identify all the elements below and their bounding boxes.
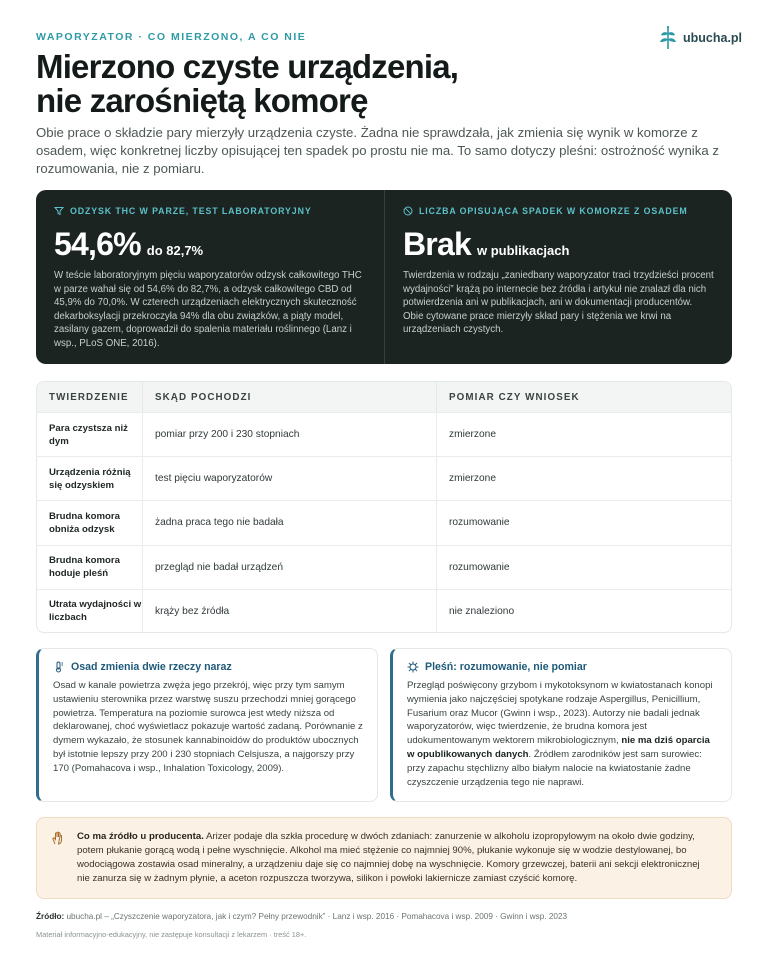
title-line-2: nie zarośniętą komorę bbox=[36, 82, 368, 119]
cell-measure: rozumowanie bbox=[449, 517, 510, 529]
cell-claim: Para czystsza niż dym bbox=[37, 413, 143, 456]
table-row bbox=[37, 545, 731, 589]
cell-source: przegląd nie badał urządzeń bbox=[143, 546, 437, 589]
stat-deposit-big: Brak bbox=[403, 226, 471, 262]
note-text: Arizer podaje dla szkła procedurę w dwóch zdaniach: zanurzenie w alkoholu izopropylowym na około dwie godziny, potem płukanie gorącą wodą i pełne wyschnięcie. Alkohol ma mieć stężenie co najmniej 90%, płukanie wykonuje się w wodzie destylowanej, bo wodociągowa zostawia osad mineralny, a urządzeniu daje się co najmniej dobę na wyschnięcie. Komory grzewczej, baterii ani sekcji elektronicznej nie zanurza się w żadnym płynie, a aceton rozpuszcza tworzywa, silikon i powłoki lakiernicze zamiast czyścić komorę. bbox=[77, 831, 700, 884]
table-row bbox=[37, 412, 731, 456]
mold-text-bold: nie ma dziś oparcia w opublikowanych danych bbox=[407, 735, 710, 760]
brand-name: ubucha.pl bbox=[683, 31, 743, 45]
header-measure: POMIAR CZY WNIOSEK bbox=[449, 391, 580, 403]
mold-card-header bbox=[407, 661, 717, 673]
lead-paragraph: Obie prace o składzie pary mierzyły urządzenia czyste. Żadna nie sprawdzała, jak zmienia się wynik w komorze z osadem, więc konkretnej liczby opisującej ten spadek po prostu nie ma. To samo dotyczy pleśni: ostrożność wynika z rozumowania, nie z pomiaru. bbox=[36, 125, 719, 176]
claims-table bbox=[36, 381, 732, 633]
stat-deposit-value bbox=[403, 226, 714, 263]
table-row bbox=[37, 456, 731, 500]
deposit-card-header bbox=[53, 661, 363, 673]
mold-card-text bbox=[407, 679, 717, 789]
cell-source: pomiar przy 200 i 230 stopniach bbox=[143, 413, 437, 456]
cell-source: żadna praca tego nie badała bbox=[143, 501, 437, 544]
stat-thc-text: W teście laboratoryjnym pięciu waporyzatorów odzysk całkowitego THC w parze wahał się od 54,6% do 82,7%, a odzysk całkowitego CBD od 45,9% do 70,0%. W czterech urządzeniach elektrycznych skuteczność dekarboksylacji przekroczyła 94% dla obu związków, a piąty model, zasilany gazem, doprowadził do spalenia materiału roślinnego (Lanz i wsp., PLoS ONE, 2016). bbox=[54, 270, 362, 349]
title-line-1: Mierzono czyste urządzenia, bbox=[36, 48, 459, 85]
source-text: ubucha.pl – „Czyszczenie waporyzatora, jak i czym? Pełny przewodnik” · Lanz i wsp. 2016 · Pomahacova i wsp. 2009 · Gwinn i wsp. 2023 bbox=[64, 912, 568, 921]
stat-thc-kicker bbox=[54, 206, 366, 216]
header-source: SKĄD POCHODZI bbox=[143, 382, 437, 412]
cell-claim: Brudna komora hoduje pleśń bbox=[37, 546, 143, 589]
mold-card bbox=[390, 648, 732, 802]
mold-text-after: . Źródłem zarodników jest sam surowiec: przy zapachu stęchlizny albo białym nalocie na kwiatostanie żadne czyszczenie urządzenia tego nie naprawi. bbox=[407, 748, 702, 788]
mold-text-before: Przegląd poświęcony grzybom i mykotoksynom w kwiatostanach konopi wymienia jako najczęściej spotykane rodzaje Aspergillus, Penicillium, Fusarium oraz Mucor (Gwinn i wsp., 2023). Autorzy nie badali jednak waporyzatorów, więc twierdzenie, że brudna komora jest udokumentowanym wektorem mikrobiologicznym, bbox=[407, 680, 713, 747]
disclaimer: Materiał informacyjno-edukacyjny, nie zastępuje konsultacji z lekarzem · treść 18+. bbox=[36, 930, 307, 939]
table-row bbox=[37, 589, 731, 633]
deposit-card-title: Osad zmienia dwie rzeczy naraz bbox=[71, 661, 232, 673]
cell-measure: zmierzone bbox=[449, 429, 496, 441]
stat-deposit bbox=[384, 190, 732, 364]
cell-measure: rozumowanie bbox=[449, 561, 510, 573]
table-header bbox=[37, 382, 731, 412]
producent-note bbox=[36, 817, 732, 899]
note-bold: Co ma źródło u producenta. bbox=[77, 831, 204, 842]
stats-panel bbox=[36, 190, 732, 364]
stat-deposit-kicker bbox=[403, 206, 714, 216]
cell-claim: Utrata wydajności w liczbach bbox=[37, 590, 143, 633]
cell-measure: zmierzone bbox=[449, 473, 496, 485]
stat-deposit-text: Twierdzenia w rodzaju „zaniedbany waporyzator traci trzydzieści procent wydajności” krążą po internecie bez źródła i artykuł nie znalazł dla nich potwierdzenia ani w publikacjach, ani w dokumentacji producentów. Obie cytowane prace mierzyły skład pary i stężenia we krwi na urządzeniach czystych. bbox=[403, 270, 714, 336]
page-title bbox=[36, 50, 458, 118]
stat-thc-value bbox=[54, 226, 366, 263]
deposit-card-text: Osad w kanale powietrza zwęża jego przekrój, więc przy tym samym ustawieniu sterownika przez warstwę suszu przechodzi mniej gorącego powietrza. Temperatura na poziomie surowca jest wtedy niższa od deklarowanej, choć wyświetlacz pokazuje wartość zadaną. Porównanie z dymem wykazało, że stosunek kannabinoidów do produktów ubocznych był istotnie lepszy przy 200 i 230 stopniach Celsjusza, a najgorszy przy 170 (Pomahacova i wsp., Inhalation Toxicology, 2009). bbox=[53, 680, 363, 774]
page-kicker: WAPORYZATOR · CO MIERZONO, A CO NIE bbox=[36, 31, 307, 43]
table-row bbox=[37, 500, 731, 544]
mold-card-title: Pleśń: rozumowanie, nie pomiar bbox=[425, 661, 587, 673]
deposit-card bbox=[36, 648, 378, 802]
cell-claim: Urządzenia różnią się odzyskiem bbox=[37, 457, 143, 500]
thermometer-icon bbox=[53, 661, 65, 673]
brand[interactable] bbox=[657, 25, 742, 51]
source-label: Źródło: bbox=[36, 912, 65, 921]
stat-thc-kicker-text: ODZYSK THC W PARZE, TEST LABORATORYJNY bbox=[70, 206, 312, 216]
header-claim: TWIERDZENIE bbox=[37, 382, 143, 412]
cell-claim: Brudna komora obniża odzysk bbox=[37, 501, 143, 544]
cell-source: test pięciu waporyzatorów bbox=[143, 457, 437, 500]
hand-icon bbox=[51, 831, 65, 845]
stat-thc-big: 54,6% bbox=[54, 226, 141, 262]
block-icon bbox=[403, 206, 413, 216]
leaf-logo-icon bbox=[657, 25, 679, 51]
source-line bbox=[36, 912, 567, 921]
virus-icon bbox=[407, 661, 419, 673]
stat-thc bbox=[36, 190, 384, 364]
stat-deposit-suffix: w publikacjach bbox=[476, 243, 570, 258]
stat-thc-suffix: do 82,7% bbox=[146, 243, 204, 258]
filter-icon bbox=[54, 206, 64, 216]
cell-measure: nie znaleziono bbox=[449, 605, 515, 617]
cell-source: krąży bez źródła bbox=[143, 590, 437, 633]
stat-deposit-kicker-text: LICZBA OPISUJĄCA SPADEK W KOMORZE Z OSADEM bbox=[419, 206, 688, 216]
